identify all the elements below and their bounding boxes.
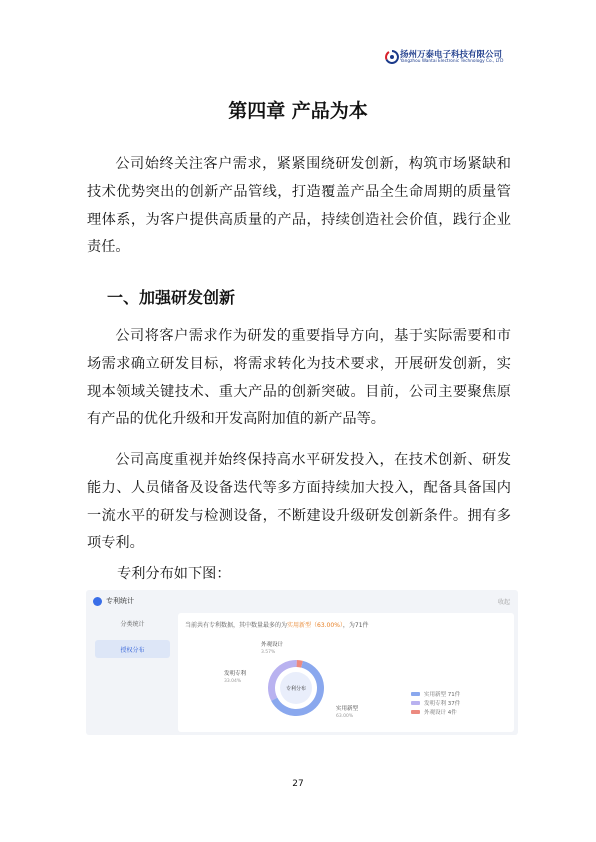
section-paragraph-2: 公司高度重视并始终保持高水平研发投入，在技术创新、研发能力、人员储备及设备迭代等多方面持续加大投入，配备具备国内一流水平的研发与检测设备，不断建设升级研发创新条件。拥有多项专利。 (87, 452, 511, 552)
panel-header (86, 590, 518, 612)
chart-panel (178, 613, 514, 732)
page-number: 27 (292, 779, 304, 789)
patent-dashboard-screenshot (86, 590, 518, 735)
callout-invention-label: 发明专利 (224, 671, 247, 677)
legend-swatch-utility (411, 692, 420, 696)
menu-item-category-stats[interactable]: 分类统计 (120, 620, 145, 628)
intro-paragraph: 公司始终关注客户需求，紧紧围绕研发创新，构筑市场紧缺和技术优势突出的创新产品管线，打造覆盖产品全生命周期的质量管理体系，为客户提供高质量的产品，持续创造社会价值，践行企业责任。 (87, 156, 511, 256)
legend-swatch-invention (411, 701, 420, 705)
legend-item-design[interactable] (411, 707, 460, 716)
callout-utility-percent: 63.00% (336, 714, 354, 719)
patent-donut-chart (260, 652, 332, 724)
callout-utility (336, 705, 358, 721)
chart-legend (411, 689, 460, 716)
callout-design-label: 外观设计 (261, 642, 284, 648)
summary-text (185, 620, 369, 629)
menu-item-distribution[interactable]: 授权分布 (95, 640, 170, 658)
company-logo-icon (385, 50, 399, 64)
legend-label-utility: 实用新型 71件 (424, 691, 461, 698)
callout-utility-label: 实用新型 (336, 706, 359, 712)
legend-label-invention: 发明专利 37件 (424, 700, 461, 707)
legend-label-design: 外观设计 4件 (424, 709, 457, 716)
summary-highlight: 实用新型（63.00%） (287, 622, 343, 629)
legend-item-utility[interactable] (411, 689, 460, 698)
legend-item-invention[interactable] (411, 698, 460, 707)
legend-swatch-design (411, 710, 420, 714)
chapter-title: 第四章 产品为本 (228, 100, 368, 122)
callout-design (261, 641, 283, 657)
section-title: 一、加强研发创新 (107, 288, 236, 307)
panel-title: 专利统计 (106, 597, 134, 605)
callout-design-percent: 3.57% (261, 650, 276, 655)
company-logo (385, 48, 520, 70)
company-name-cn: 扬州万泰电子科技有限公司 (400, 50, 503, 60)
figure-caption: 专利分布如下图： (117, 566, 231, 582)
summary-suffix: ，为71件 (342, 622, 369, 629)
chart-icon (93, 597, 102, 606)
company-name-en: Yangzhou Wantai Electronic Technology Co., LTD (400, 59, 504, 64)
summary-prefix: 当前共有专利数据，其中数量最多的为 (185, 622, 288, 629)
donut-center-label: 专利分布 (285, 686, 307, 692)
section-paragraph-1: 公司将客户需求作为研发的重要指导方向，基于实际需要和市场需求确立研发目标，将需求转化为技术要求，开展研发创新，实现本领域关键技术、重大产品的创新突破。目前，公司主要聚焦原有产品的优化升级和开发高附加值的新产品等。 (87, 328, 511, 428)
callout-invention (224, 670, 246, 686)
collapse-button[interactable]: 收起 (497, 599, 510, 606)
callout-invention-percent: 33.04% (224, 679, 242, 684)
